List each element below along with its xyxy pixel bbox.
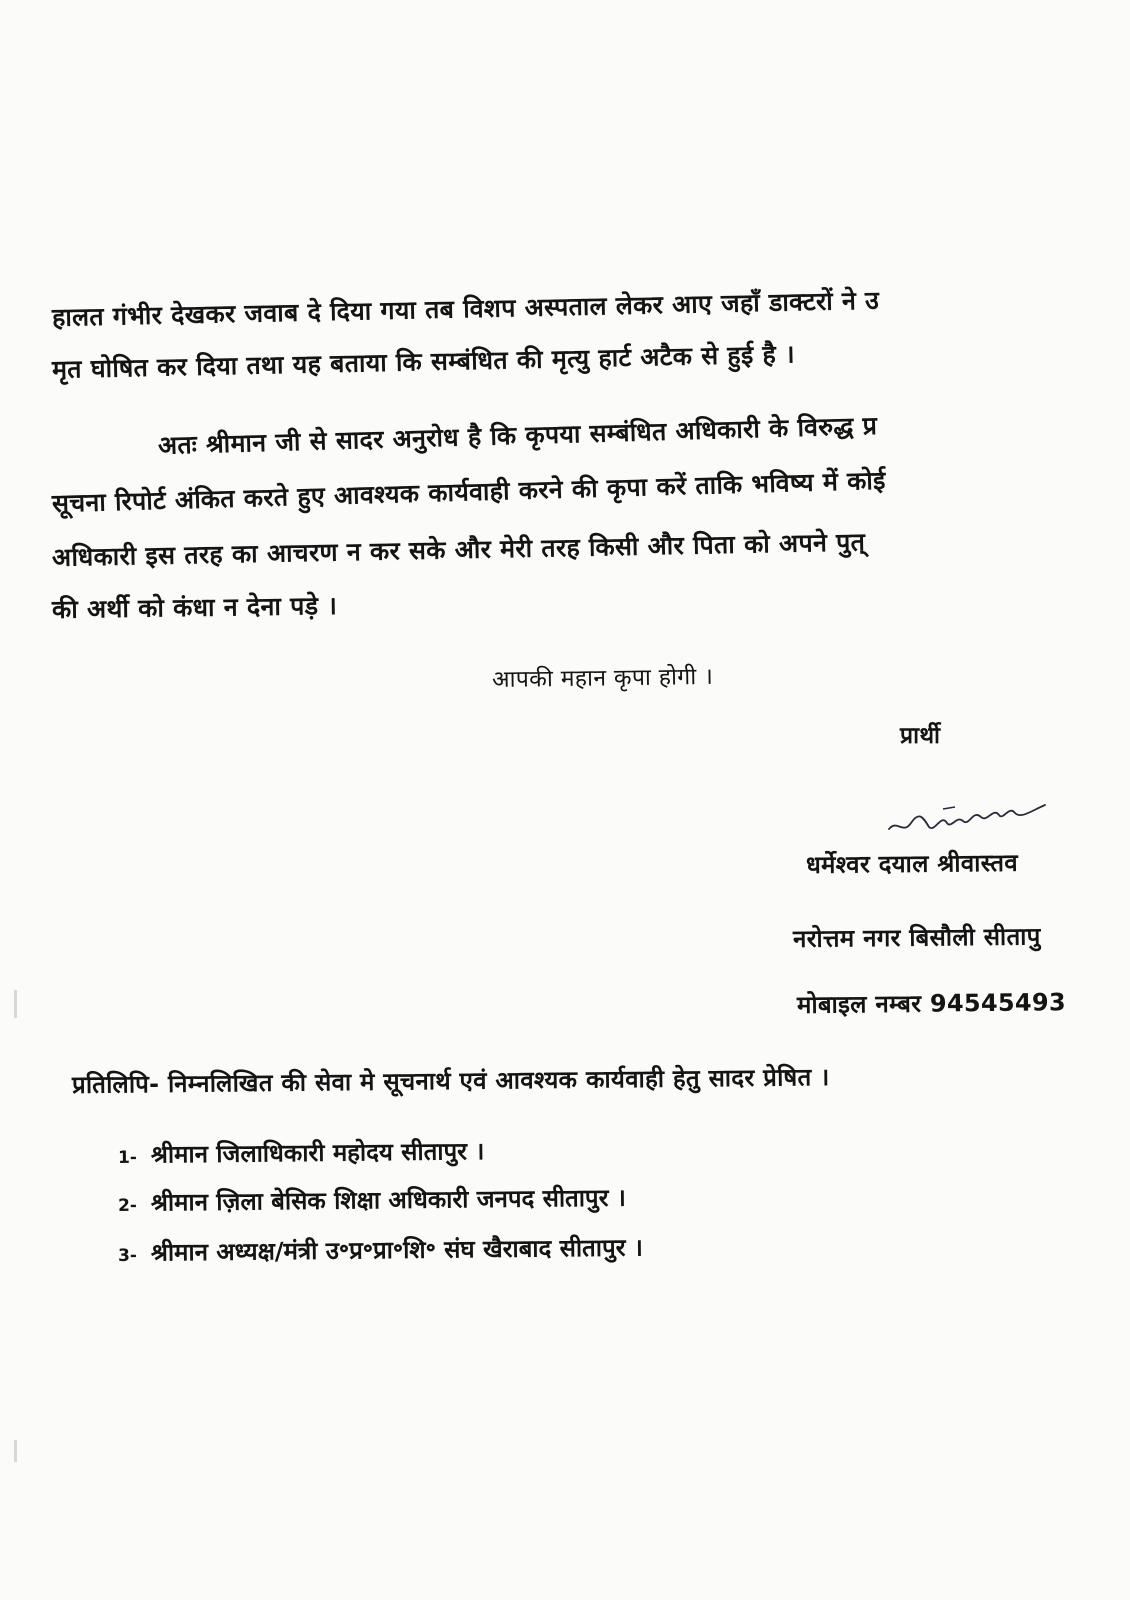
- copy-item-text: श्रीमान अध्यक्ष/मंत्री उ॰प्र॰प्रा॰शि॰ संघ खैराबाद सीतापुर ।: [150, 1233, 644, 1267]
- copy-item-number: 3-: [117, 1245, 138, 1266]
- copy-item-number: 1-: [117, 1147, 138, 1168]
- paragraph-2-line-1: अतः श्रीमान जी से सादर अनुरोध है कि कृपया सम्बंधित अधिकारी के विरुद्ध प्र: [157, 410, 878, 460]
- handwritten-signature: [885, 795, 1050, 840]
- copy-list-item: [118, 1181, 626, 1219]
- copy-item-number: 2-: [117, 1195, 138, 1216]
- copy-heading: प्रतिलिपि- निम्नलिखित की सेवा मे सूचनार्थ एवं आवश्यक कार्यवाही हेतु सादर प्रेषित ।: [71, 1063, 830, 1099]
- scan-mark: [14, 990, 17, 1018]
- scan-mark: [14, 1440, 17, 1462]
- paragraph-2-line-3: अधिकारी इस तरह का आचरण न कर सके और मेरी तरह किसी और पिता को अपने पुत्: [51, 527, 866, 572]
- closing-text: आपकी महान कृपा होगी ।: [491, 663, 714, 693]
- sender-mobile: मोबाइल नम्बर 94545493: [796, 988, 1067, 1019]
- sender-name: धर्मेश्वर दयाल श्रीवास्तव: [805, 848, 1019, 879]
- copy-list-item: [118, 1134, 485, 1171]
- paragraph-2-line-4: की अर्थी को कंधा न देना पड़े ।: [51, 591, 338, 624]
- copy-list-item: [118, 1231, 643, 1269]
- paragraph-2-line-2: सूचना रिपोर्ट अंकित करते हुए आवश्यक कार्यवाही करने की कृपा करें ताकि भविष्य में कोई: [51, 465, 887, 518]
- copy-item-text: श्रीमान जिलाधिकारी महोदय सीतापुर ।: [150, 1137, 485, 1169]
- sender-address: नरोत्तम नगर बिसौली सीतापु: [792, 922, 1041, 953]
- paragraph-1-line-1: हालत गंभीर देखकर जवाब दे दिया गया तब विशप अस्पताल लेकर आए जहाँ डाक्टरों ने उ: [51, 285, 880, 332]
- paragraph-1-line-2: मृत घोषित कर दिया तथा यह बताया कि सम्बंधित की मृत्यु हार्ट अटैक से हुई है ।: [51, 339, 796, 384]
- copy-item-text: श्रीमान ज़िला बेसिक शिक्षा अधिकारी जनपद सीतापुर ।: [150, 1183, 627, 1217]
- sender-label: प्रार्थी: [900, 723, 941, 749]
